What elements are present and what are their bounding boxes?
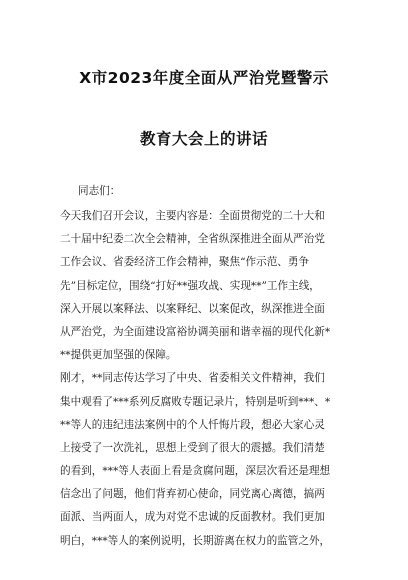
body-line: 工作会议、省委经济工作会精神，聚焦“作示范、勇争 [60, 256, 310, 269]
body-line: 上接受了一次洗礼，思想上受到了很大的震撼。我们清楚 [60, 441, 325, 454]
body-line: 集中观看了***系列反腐败专题记录片，特别是听到***、* [60, 395, 331, 408]
document-title-line-1: X市2023年度全面从严治党暨警示 [79, 69, 329, 87]
body-line: 从严治党，为全面建设富裕协调美丽和谐幸福的现代化新* [60, 325, 331, 338]
body-line: 今天我们召开会议，主要内容是：全面贯彻党的二十大和 [60, 210, 325, 222]
speech-body [60, 205, 356, 553]
document-title-line-2: 教育大会上的讲话 [139, 130, 268, 148]
body-line: 先”目标定位，围绕“打好**强攻战、实现**”工作主线， [60, 279, 320, 292]
body-line: 的看到，***等人表面上看是贪腐问题，深层次看还是理想 [60, 465, 331, 478]
body-line: 刚才，**同志传达学习了中央、省委相关文件精神，我们 [60, 372, 325, 385]
body-line: 二十届中纪委二次全会精神，全省纵深推进全面从严治党 [60, 233, 325, 246]
body-line: **提供更加坚强的保障。 [60, 349, 177, 362]
body-line: 明白，***等人的案例说明，长期游离在权力的监管之外， [60, 534, 331, 547]
body-line: 面派、当两面人，成为对党不忠诚的反面教材。我们更加 [60, 511, 325, 524]
body-line: **等人的违纪违法案例中的个人忏悔片段，想必大家心灵 [60, 418, 325, 431]
salutation: 同志们： [78, 185, 121, 197]
body-line: 信念出了问题，他们背弃初心使命，同党离心离德，搞两 [60, 488, 325, 501]
body-line: 深入开展以案释法、以案释纪、以案促改，纵深推进全面 [60, 302, 325, 315]
